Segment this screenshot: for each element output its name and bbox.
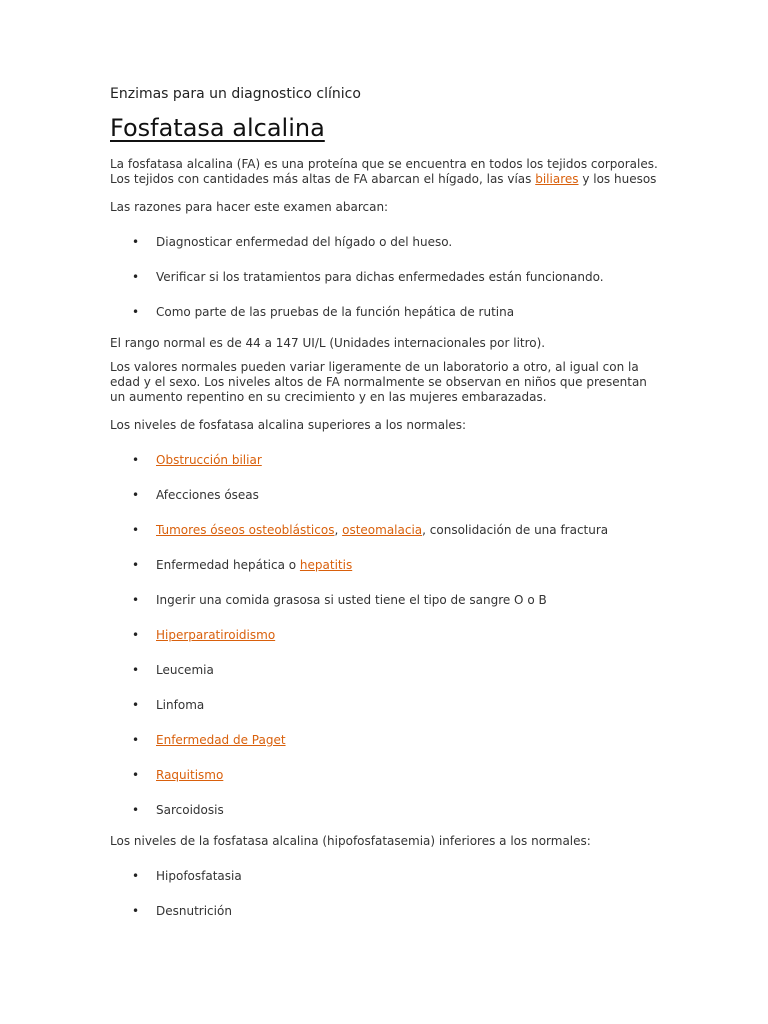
hepatitis-link[interactable]: hepatitis — [299, 558, 353, 572]
bullet-icon: • — [132, 270, 140, 284]
variation-paragraph: Los valores normales pueden variar ligeramente de un laboratorio a otro, al igual con la edad y el sexo. Los niveles altos de FA normalmente se observan en niños que presentan un aumento repentino en su crecimiento y en las mujeres embarazadas. — [110, 360, 647, 404]
biliares-link[interactable]: biliares — [535, 172, 579, 186]
bullet-icon: • — [132, 869, 140, 883]
osteomalacia-link[interactable]: osteomalacia — [342, 523, 423, 537]
list-item-text: , — [334, 523, 343, 537]
bullet-icon: • — [132, 523, 140, 537]
tumores-oseos-link[interactable]: Tumores óseos osteoblásticos — [156, 523, 335, 537]
intro-paragraph — [110, 157, 665, 187]
list-item — [110, 663, 665, 698]
list-item-text: Verificar si los tratamientos para dichas enfermedades están funcionando. — [156, 270, 604, 284]
list-item-text: Hipofosfatasia — [156, 869, 242, 883]
list-item-text: Sarcoidosis — [156, 803, 224, 817]
document-subtitle: Enzimas para un diagnostico clínico — [110, 86, 361, 102]
list-item — [110, 768, 665, 803]
list-item-text: Afecciones óseas — [156, 488, 259, 502]
list-item — [110, 803, 665, 833]
list-item — [110, 235, 665, 270]
list-item — [110, 869, 665, 904]
reasons-heading: Las razones para hacer este examen abarcan: — [110, 200, 389, 214]
list-item — [110, 558, 665, 593]
bullet-icon: • — [132, 558, 140, 572]
list-item — [110, 523, 665, 558]
list-item-text: Ingerir una comida grasosa si usted tiene el tipo de sangre O o B — [156, 593, 547, 607]
raquitismo-link[interactable]: Raquitismo — [156, 768, 224, 782]
list-item — [110, 698, 665, 733]
low-levels-heading: Los niveles de la fosfatasa alcalina (hipofosfatasemia) inferiores a los normales: — [110, 834, 591, 848]
list-item — [110, 270, 665, 305]
high-levels-heading: Los niveles de fosfatasa alcalina superiores a los normales: — [110, 418, 467, 432]
bullet-icon: • — [132, 768, 140, 782]
hiperparatiroidismo-link[interactable]: Hiperparatiroidismo — [156, 628, 276, 642]
document-page — [110, 84, 665, 939]
document-title: Fosfatasa alcalina — [110, 114, 325, 142]
intro-text: La fosfatasa alcalina (FA) es una proteína que se encuentra en todos los tejidos corporales. Los tejidos con cantidades más altas de FA abarcan el hígado, las vías — [110, 157, 658, 186]
list-item — [110, 453, 665, 488]
bullet-icon: • — [132, 628, 140, 642]
bullet-icon: • — [132, 803, 140, 817]
list-item-text: Desnutrición — [156, 904, 232, 918]
list-item — [110, 904, 665, 939]
list-item — [110, 593, 665, 628]
paget-link[interactable]: Enfermedad de Paget — [156, 733, 286, 747]
reasons-list — [110, 235, 665, 335]
bullet-icon: • — [132, 488, 140, 502]
list-item-text: Como parte de las pruebas de la función hepática de rutina — [156, 305, 515, 319]
list-item-text: , consolidación de una fractura — [422, 523, 609, 537]
bullet-icon: • — [132, 593, 140, 607]
normal-range-paragraph: El rango normal es de 44 a 147 UI/L (Unidades internacionales por litro). — [110, 336, 546, 350]
list-item-text: Enfermedad hepática o — [156, 558, 300, 572]
bullet-icon: • — [132, 733, 140, 747]
bullet-icon: • — [132, 235, 140, 249]
obstruccion-biliar-link[interactable]: Obstrucción biliar — [156, 453, 262, 467]
list-item-text: Diagnosticar enfermedad del hígado o del hueso. — [156, 235, 453, 249]
list-item-text: Linfoma — [156, 698, 205, 712]
bullet-icon: • — [132, 305, 140, 319]
high-levels-list — [110, 453, 665, 833]
list-item — [110, 305, 665, 335]
intro-text-end: y los huesos — [578, 172, 657, 186]
low-levels-list — [110, 869, 665, 939]
bullet-icon: • — [132, 663, 140, 677]
list-item — [110, 733, 665, 768]
list-item-text: Leucemia — [156, 663, 214, 677]
bullet-icon: • — [132, 453, 140, 467]
list-item — [110, 628, 665, 663]
bullet-icon: • — [132, 904, 140, 918]
list-item — [110, 488, 665, 523]
bullet-icon: • — [132, 698, 140, 712]
